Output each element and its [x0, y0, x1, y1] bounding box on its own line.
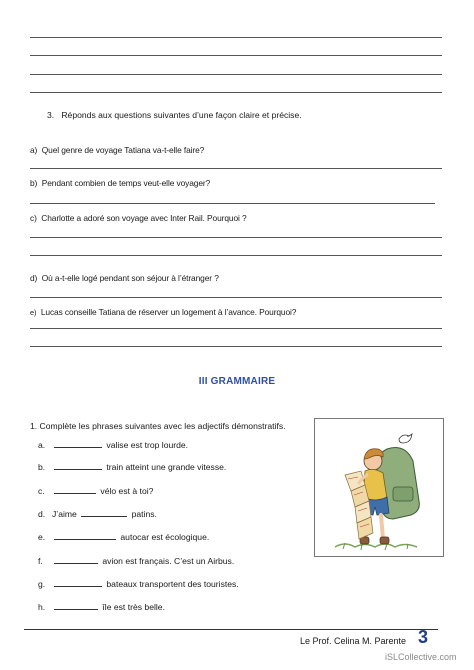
item-letter: f. [38, 556, 43, 566]
grammar-item-g [38, 579, 239, 589]
sentence-text: valise est trop lourde. [106, 440, 189, 450]
answer-line [30, 55, 442, 56]
backpacker-drawing [315, 419, 443, 556]
answer-line [30, 237, 442, 238]
item-text: Où a-t-elle logé pendant son séjour à l’étranger ? [41, 273, 219, 283]
item-letter: g. [38, 579, 46, 589]
grammar-item-d [38, 509, 157, 519]
fill-in-blank[interactable] [81, 510, 127, 517]
item-letter: d) [30, 273, 38, 283]
answer-line [30, 168, 442, 169]
grammar-item-a [38, 440, 188, 450]
answer-line [30, 74, 442, 75]
sentence-text: bateaux transportent des touristes. [106, 579, 239, 589]
item-text: Pendant combien de temps veut-elle voyager? [41, 178, 211, 188]
answer-line [30, 37, 442, 38]
question-item-e [30, 307, 296, 317]
answer-line [30, 92, 442, 93]
grammar-instruction: 1. Complète les phrases suivantes avec les adjectifs démonstratifs. [30, 421, 286, 431]
item-letter: b) [30, 178, 38, 188]
item-text: Quel genre de voyage Tatiana va-t-elle faire? [41, 145, 205, 155]
footer-divider [24, 629, 438, 630]
footer-author: Le Prof. Celina M. Parente [300, 636, 407, 646]
sentence-text: île est très belle. [102, 602, 165, 612]
fill-in-blank[interactable] [54, 603, 98, 610]
sentence-text: train atteint une grande vitesse. [106, 462, 227, 472]
answer-line [30, 297, 442, 298]
item-letter: e) [30, 308, 37, 317]
item-text: Charlotte a adoré son voyage avec Inter Rail. Pourquoi ? [41, 213, 247, 223]
question-item-c [30, 213, 247, 223]
grammar-item-e [38, 532, 209, 542]
item-letter: a) [30, 145, 38, 155]
answer-line [30, 346, 442, 347]
section-title: III GRAMMAIRE [198, 376, 276, 387]
item-letter: h. [38, 602, 46, 612]
fill-in-blank[interactable] [54, 441, 102, 448]
answer-line [30, 203, 435, 204]
item-letter: b. [38, 462, 46, 472]
item-letter: e. [38, 532, 46, 542]
question-number: 3. [47, 110, 55, 120]
item-letter: c. [38, 486, 45, 496]
sentence-text: patins. [131, 509, 157, 519]
fill-in-blank[interactable] [54, 533, 116, 540]
grammar-item-b [38, 462, 226, 472]
answer-line [30, 255, 442, 256]
traveller-illustration [314, 418, 444, 557]
sentence-text: autocar est écologique. [120, 532, 210, 542]
sentence-text: avion est français. C’est un Airbus. [102, 556, 235, 566]
answer-line [30, 328, 442, 329]
fill-in-blank[interactable] [54, 463, 102, 470]
question-text: Réponds aux questions suivantes d’une façon claire et précise. [61, 110, 302, 120]
item-letter: a. [38, 440, 46, 450]
question-3-prompt [47, 110, 302, 120]
question-item-d [30, 273, 219, 283]
grammar-item-h [38, 602, 165, 612]
grammar-item-c [38, 486, 153, 496]
grammar-item-f [38, 556, 234, 566]
fill-in-blank[interactable] [54, 557, 98, 564]
sentence-text: J’aime [52, 509, 77, 519]
sentence-text: vélo est à toi? [100, 486, 154, 496]
page-number: 3 [418, 627, 429, 647]
watermark: iSLCollective.com [385, 652, 457, 662]
fill-in-blank[interactable] [54, 580, 102, 587]
item-text: Lucas conseille Tatiana de réserver un logement à l’avance. Pourquoi? [40, 307, 297, 317]
fill-in-blank[interactable] [54, 487, 96, 494]
item-letter: c) [30, 213, 37, 223]
question-item-a [30, 145, 204, 155]
item-letter: d. [38, 509, 46, 519]
question-item-b [30, 178, 210, 188]
